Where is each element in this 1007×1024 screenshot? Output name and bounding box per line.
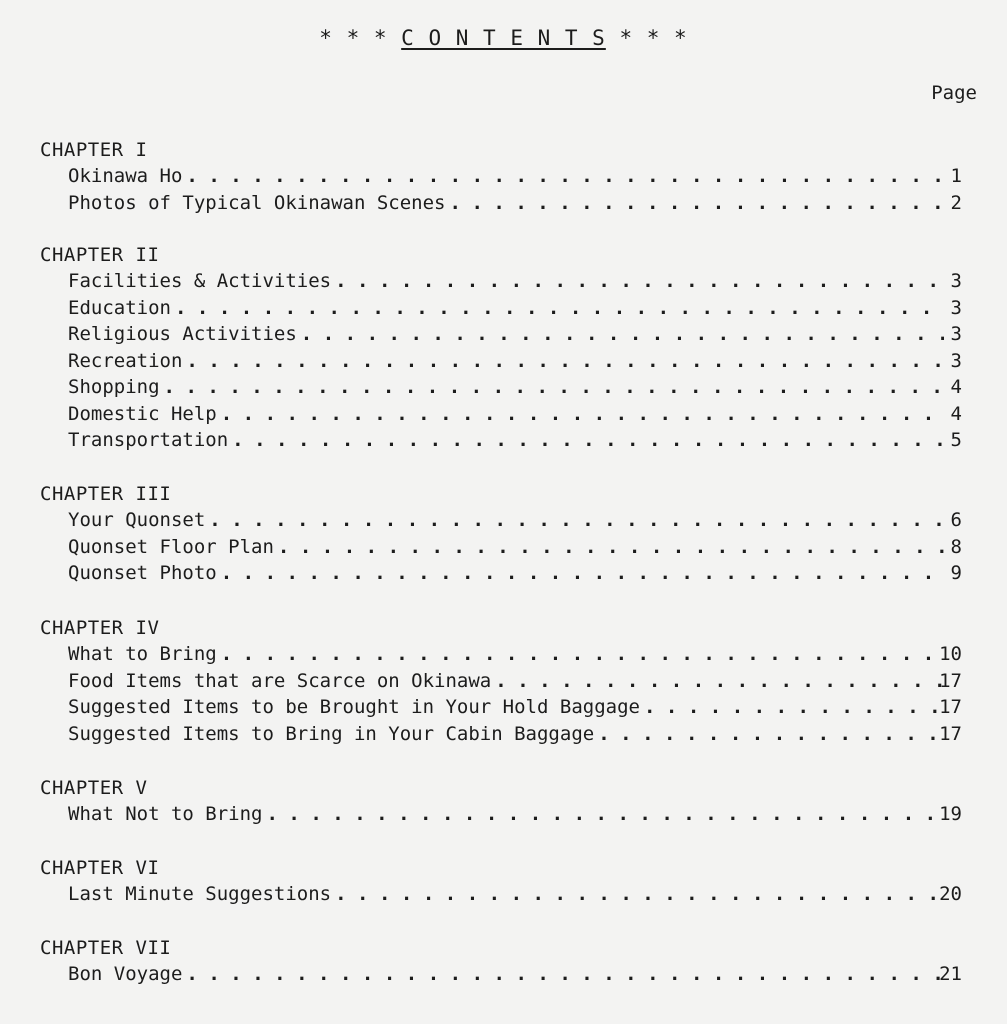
dot-leader: [644, 694, 944, 721]
dot-leader: [266, 801, 944, 828]
chapter-3: [40, 481, 970, 587]
chapter-heading: CHAPTER VI: [40, 857, 160, 879]
entry-label: Photos of Typical Okinawan Scenes: [68, 191, 446, 214]
entry-label: Shopping: [68, 376, 160, 398]
entry-page: 4: [950, 402, 962, 425]
toc-entry: [40, 190, 970, 217]
chapter-heading: CHAPTER IV: [40, 617, 160, 639]
entry-page: 5: [950, 429, 962, 451]
entry-label: What Not to Bring: [68, 803, 263, 825]
chapter-heading: CHAPTER III: [40, 483, 172, 505]
entry-page: 2: [950, 191, 962, 214]
chapter-heading: CHAPTER I: [40, 139, 148, 161]
title-stars-right: * * *: [619, 26, 688, 50]
entry-label: What to Bring: [68, 643, 217, 665]
entry-page: 1: [950, 165, 962, 187]
entry-page: 19: [939, 803, 962, 825]
entry-label: Your Quonset: [68, 509, 206, 531]
toc-entry: [40, 534, 970, 561]
toc-entry: [40, 801, 970, 828]
entry-page: 9: [950, 562, 962, 584]
toc-entry: [40, 694, 970, 721]
dot-leader: [301, 321, 944, 348]
entry-label: Facilities & Activities: [68, 270, 332, 292]
dot-leader: [278, 534, 944, 561]
entry-page: 8: [950, 535, 962, 558]
entry-label: Suggested Items to be Brought in Your Hold Baggage: [68, 696, 640, 718]
entry-label: Religious Activities: [68, 323, 297, 345]
dot-leader: [335, 881, 944, 908]
toc-entry: [40, 401, 970, 428]
chapter-heading: CHAPTER II: [40, 244, 160, 266]
contents-title: [0, 26, 1007, 50]
toc-entry: [40, 163, 970, 190]
dot-leader: [450, 190, 945, 217]
entry-label: Domestic Help: [68, 402, 217, 425]
toc-entry: [40, 668, 970, 695]
dot-leader: [209, 507, 944, 534]
chapter-1: [40, 137, 970, 216]
dot-leader: [221, 401, 944, 428]
toc-entry: [40, 641, 970, 668]
entry-page: 21: [939, 963, 962, 985]
dot-leader: [175, 295, 944, 322]
toc-entry: [40, 348, 970, 375]
dot-leader: [186, 163, 944, 190]
chapter-2: [40, 242, 970, 454]
toc-entry: [40, 961, 970, 988]
toc-entry: [40, 374, 970, 401]
toc-entry: [40, 881, 970, 908]
dot-leader: [221, 641, 944, 668]
toc-entry: [40, 507, 970, 534]
entry-label: Recreation: [68, 349, 183, 372]
toc-entry: [40, 560, 970, 587]
entry-page: 3: [950, 323, 962, 345]
entry-page: 6: [950, 509, 962, 531]
dot-leader: [598, 721, 944, 748]
entry-label: Education: [68, 296, 171, 319]
chapter-heading: CHAPTER V: [40, 777, 148, 799]
entry-page: 17: [939, 696, 962, 718]
entry-label: Food Items that are Scarce on Okinawa: [68, 669, 492, 692]
entry-page: 17: [939, 669, 962, 692]
entry-label: Quonset Floor Plan: [68, 535, 274, 558]
entry-label: Okinawa Ho: [68, 165, 183, 187]
title-stars-left: * * *: [319, 26, 388, 50]
page-column-header: Page: [931, 82, 977, 104]
toc-entry: [40, 427, 970, 454]
toc-entry: [40, 295, 970, 322]
entry-page: 10: [939, 643, 962, 665]
chapter-6: [40, 855, 970, 908]
entry-label: Quonset Photo: [68, 562, 217, 584]
entry-page: 3: [950, 270, 962, 292]
entry-page: 3: [950, 296, 962, 319]
dot-leader: [164, 374, 944, 401]
dot-leader: [232, 427, 944, 454]
dot-leader: [186, 961, 944, 988]
dot-leader: [495, 668, 944, 695]
dot-leader: [186, 348, 944, 375]
entry-label: Bon Voyage: [68, 963, 183, 985]
toc-entry: [40, 268, 970, 295]
entry-label: Suggested Items to Bring in Your Cabin Baggage: [68, 722, 595, 745]
dot-leader: [221, 560, 944, 587]
toc-entry: [40, 721, 970, 748]
entry-page: 20: [939, 883, 962, 905]
title-word: C O N T E N T S: [401, 26, 606, 50]
dot-leader: [335, 268, 944, 295]
chapter-5: [40, 775, 970, 828]
entry-page: 17: [939, 722, 962, 745]
entry-label: Last Minute Suggestions: [68, 883, 332, 905]
chapter-heading: CHAPTER VII: [40, 937, 172, 959]
toc-entry: [40, 321, 970, 348]
entry-label: Transportation: [68, 429, 229, 451]
entry-page: 3: [950, 349, 962, 372]
chapter-7: [40, 935, 970, 988]
entry-page: 4: [950, 376, 962, 398]
chapter-4: [40, 615, 970, 747]
